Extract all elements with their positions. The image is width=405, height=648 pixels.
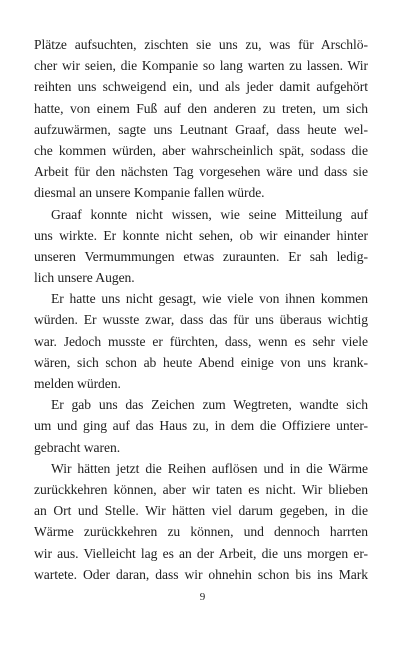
text-line: wir aus. Vielleicht lag es an der Arbeit, die uns morgen er- <box>34 545 368 561</box>
text-line: Wärme zurückkehren zu können, und dennoch harrten <box>34 524 368 540</box>
text-line: um und ging auf das Haus zu, in dem die Offiziere unter- <box>34 418 368 434</box>
paragraph <box>34 204 368 289</box>
text-line: Arbeit für den nächsten Tag vorgesehen wäre und dass sie <box>34 164 368 180</box>
text-line: Er hatte uns nicht gesagt, wie viele von ihnen kommen <box>51 291 368 307</box>
text-line: reihten uns schweigend ein, und als jeder damit aufgehört <box>34 79 368 95</box>
text-line: Graaf konnte nicht wissen, wie seine Mitteilung auf <box>51 206 368 222</box>
text-line: diesmal an unsere Kompanie fallen würde. <box>34 185 265 201</box>
text-line: wären, sich schon ab heute Abend einige von uns krank- <box>34 354 368 370</box>
text-line: an Ort und Stelle. Wir hätten viel darum gegeben, in die <box>34 503 368 519</box>
page-number: 9 <box>199 591 206 603</box>
text-line: gebracht waren. <box>34 439 121 455</box>
text-line: Plätze aufsuchten, zischten sie uns zu, was für Arschlö- <box>34 37 368 52</box>
text-line: unseren Vermummungen etwas zuraunten. Er sah ledig- <box>34 248 368 264</box>
paragraph <box>34 288 368 394</box>
text-line: Er gab uns das Zeichen zum Wegtreten, wandte sich <box>51 397 368 413</box>
text-line: würden. Er wusste zwar, dass das für uns überaus wichtig <box>34 312 368 328</box>
paragraph <box>34 394 368 458</box>
text-line: che kommen würden, aber wahrscheinlich spät, sodass die <box>34 142 368 158</box>
paragraph <box>34 34 368 204</box>
body-text <box>34 34 368 585</box>
paragraph <box>34 458 368 585</box>
text-line: uns wirkte. Er konnte nicht sehen, ob wir einander hinter <box>34 227 368 243</box>
text-line: hatte, von einem Fuß auf den anderen zu treten, um sich <box>34 100 368 116</box>
text-line: Wir hätten jetzt die Reihen auflösen und in die Wärme <box>51 460 368 476</box>
text-line: melden würden. <box>34 376 121 391</box>
text-line: aufzuwärmen, sagte uns Leutnant Graaf, dass heute wel- <box>34 121 368 137</box>
text-line: war. Jedoch musste er fürchten, dass, wenn es sehr viele <box>34 333 368 349</box>
text-line: wartete. Oder daran, dass wir ohnehin schon bis ins Mark <box>34 566 368 582</box>
text-line: cher wir seien, die Kompanie so lang warten zu lassen. Wir <box>34 58 368 74</box>
text-line: zurückkehren können, aber wir taten es nicht. Wir blieben <box>34 481 368 497</box>
text-line: lich unsere Augen. <box>34 270 135 286</box>
